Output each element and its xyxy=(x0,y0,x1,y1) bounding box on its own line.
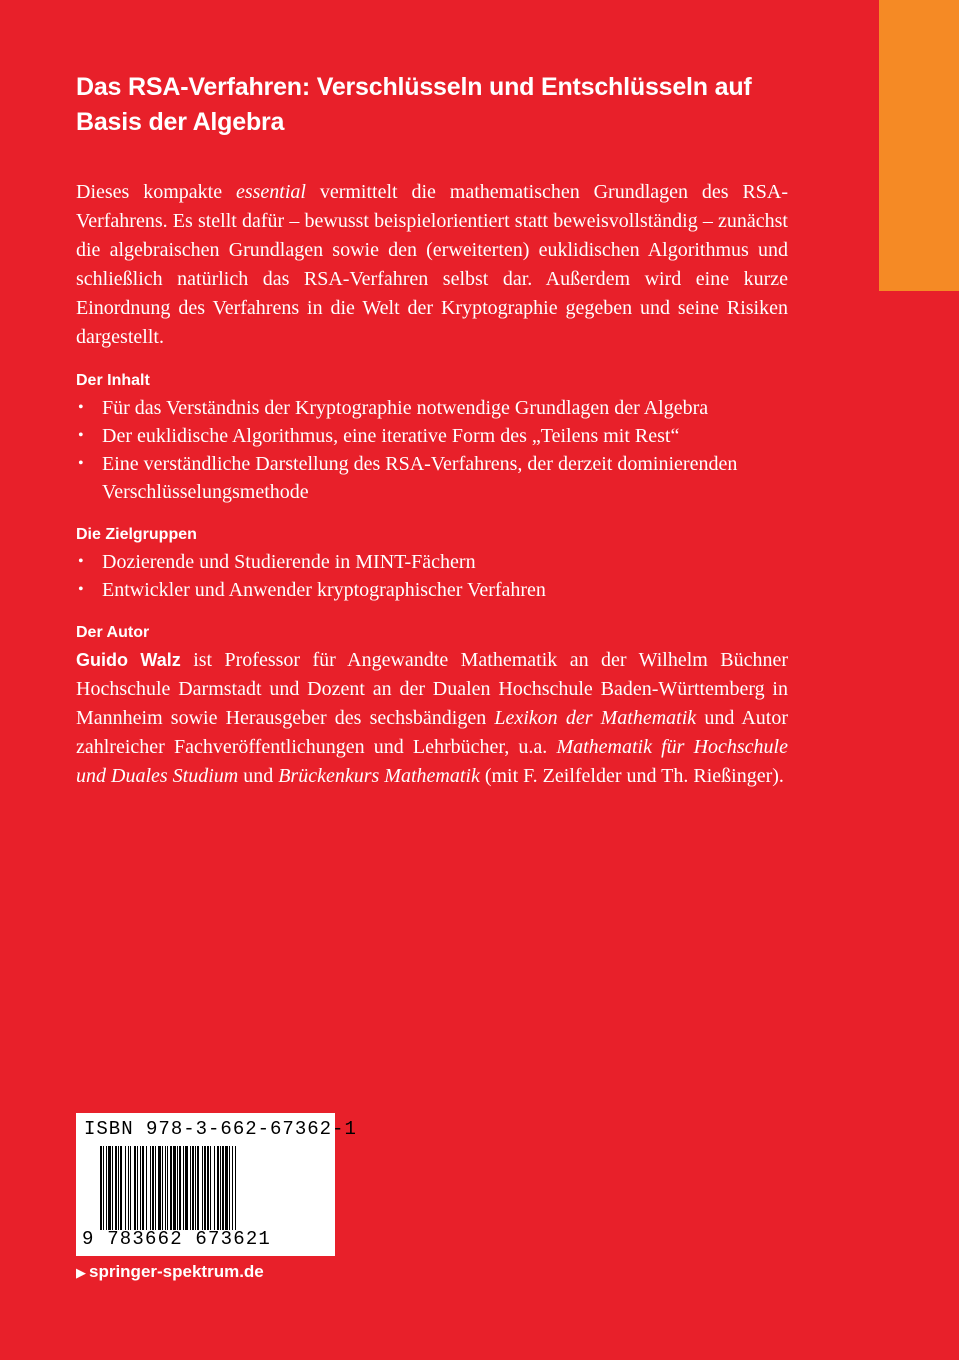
zielgruppen-list xyxy=(76,548,788,604)
list-item xyxy=(76,422,788,450)
barcode-icon xyxy=(100,1146,312,1230)
author-name: Guido Walz xyxy=(76,650,181,670)
ean-digits: 9 783662 673621 xyxy=(82,1228,272,1250)
list-item-text: Der euklidische Algorithmus, eine iterative Form des „Teilens mit Rest“ xyxy=(102,425,680,447)
author-text-3: und xyxy=(238,765,279,787)
bullet-icon: • xyxy=(78,455,84,472)
intro-paragraph xyxy=(76,178,788,352)
heading-inhalt: Der Inhalt xyxy=(76,372,150,389)
publisher-link[interactable] xyxy=(76,1262,264,1282)
publisher-url: springer-spektrum.de xyxy=(89,1262,264,1281)
orange-corner-tab xyxy=(879,0,959,291)
intro-italic: essential xyxy=(235,181,306,203)
arrow-right-icon: ▶ xyxy=(76,1265,86,1280)
bullet-icon: • xyxy=(78,553,84,570)
intro-text-2: vermittelt die mathematischen Grundlagen des RSA-Verfahrens. Es stellt dafür – bewusst beispielorientiert statt beweisvollständig – zunächst die algebraischen Grundlagen sowie den (erweiterten) euklidischen Algorithmus und schließlich natürlich das RSA-Verfahren selbst dar. Außerdem wird eine kurze Einordnung des Verfahrens in die Welt der Kryptographie gegeben und seine Risiken dargestellt. xyxy=(76,181,789,348)
heading-zielgruppen: Die Zielgruppen xyxy=(76,526,197,543)
author-paragraph xyxy=(76,646,788,791)
intro-text-1: Dieses kompakte xyxy=(76,181,236,203)
back-cover-content xyxy=(76,70,788,791)
list-item xyxy=(76,576,788,604)
bullet-icon: • xyxy=(78,399,84,416)
author-text-1: ist Professor für Angewandte Mathematik an der Wilhelm Büchner Hochschule Darmstadt und Dozent an der Dualen Hochschule Baden-Württemberg in Mannheim sowie Herausgeber des sechsbändigen xyxy=(76,649,788,729)
author-text-4: (mit F. Zeilfelder und Th. Rießinger). xyxy=(479,765,784,787)
author-italic-2: Mathematik für Hochschule und Duales Studium xyxy=(76,736,788,787)
list-item-text: Eine verständliche Darstellung des RSA-Verfahrens, der derzeit dominierenden Verschlüsselungsmethode xyxy=(102,453,738,503)
list-item-text: Dozierende und Studierende in MINT-Fächern xyxy=(102,551,476,573)
author-italic-1: Lexikon der Mathematik xyxy=(494,707,697,729)
book-title: Das RSA-Verfahren: Verschlüsseln und Entschlüsseln auf Basis der Algebra xyxy=(76,73,752,136)
list-item-text: Für das Verständnis der Kryptographie notwendige Grundlagen der Algebra xyxy=(102,397,709,419)
author-italic-3: Brückenkurs Mathematik xyxy=(278,765,480,787)
isbn-text: ISBN 978-3-662-67362-1 xyxy=(84,1118,357,1140)
list-item-text: Entwickler und Anwender kryptographischer Verfahren xyxy=(102,579,546,601)
barcode-box xyxy=(76,1113,357,1256)
list-item xyxy=(76,394,788,422)
inhalt-list xyxy=(76,394,788,506)
list-item xyxy=(76,548,788,576)
bullet-icon: • xyxy=(78,427,84,444)
author-text-2: und Autor zahlreicher Fachveröffentlichungen und Lehrbücher, u.a. xyxy=(76,707,789,758)
heading-autor: Der Autor xyxy=(76,624,150,641)
list-item xyxy=(76,450,788,506)
bullet-icon: • xyxy=(78,581,84,598)
